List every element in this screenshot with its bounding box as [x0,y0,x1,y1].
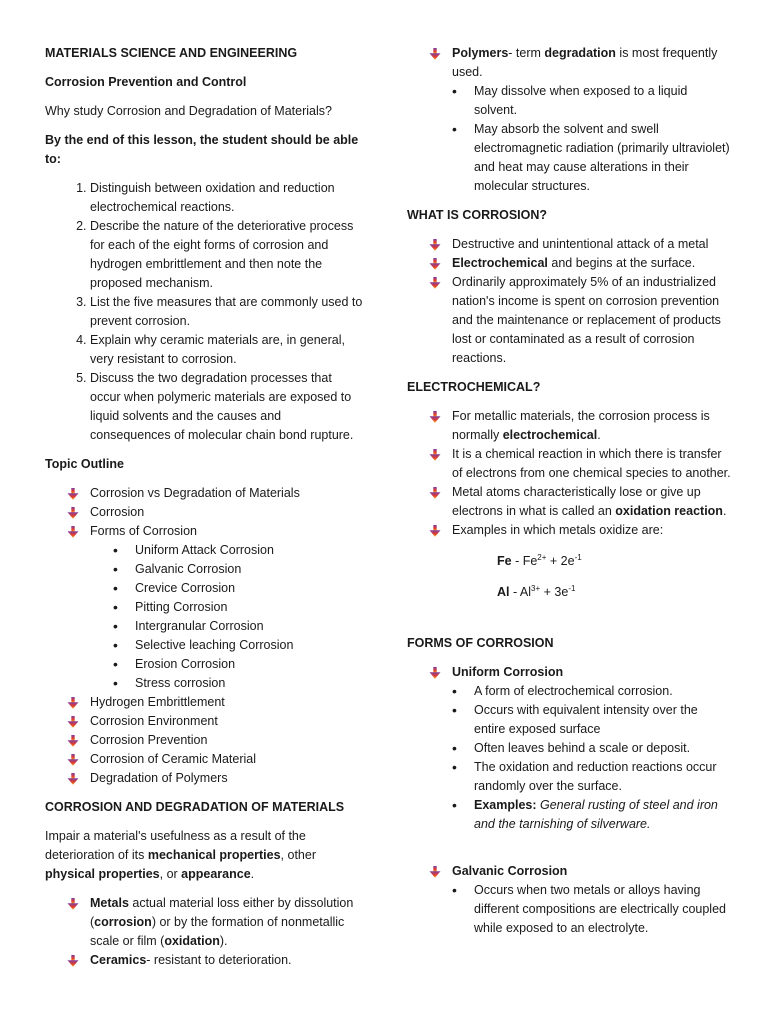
down-arrow-bullet-icon [429,258,441,270]
form-item: • Pitting Corrosion [113,598,365,617]
impair-paragraph: Impair a material's usefulness as a result of the deterioration of its mechanical properties, other physical properties, or appearance. [45,829,316,881]
what-item: Destructive and unintentional attack of a metal [407,235,732,254]
outline-item: Corrosion [45,503,365,522]
what-item: Electrochemical and begins at the surface. [407,254,732,273]
form-item: • Erosion Corrosion [113,655,365,674]
course-title: MATERIALS SCIENCE AND ENGINEERING [45,46,298,60]
down-arrow-bullet-icon [67,754,79,766]
down-arrow-bullet-icon [429,487,441,499]
objective-item: 4. Explain why ceramic materials are, in general, very resistant to corrosion. [90,331,365,369]
lesson-title: Corrosion Prevention and Control [45,75,247,89]
polymer-points [452,82,732,196]
form-item: • Stress corrosion [113,674,365,693]
objectives-list [45,179,365,445]
down-arrow-bullet-icon [429,667,441,679]
forms-list [407,663,732,834]
right-column [407,44,732,938]
polymer-point: • May absorb the solvent and swell electromagnetic radiation (primarily ultraviolet) and heat may cause alterations in their molecular structures. [452,120,732,196]
down-arrow-bullet-icon [429,449,441,461]
forms-heading: FORMS OF CORROSION [407,636,554,651]
outline-heading: Topic Outline [45,457,124,471]
form-item: • Uniform Attack Corrosion [113,541,365,560]
down-arrow-bullet-icon [67,735,79,747]
cd-heading: CORROSION AND DEGRADATION OF MATERIALS [45,800,345,814]
equation-fe: $Fe - Fe^{2+} + 2e^{-1}$ [497,553,582,569]
down-arrow-bullet-icon [67,488,79,500]
down-arrow-bullet-icon [67,526,79,538]
electro-item: For metallic materials, the corrosion process is normally electrochemical. [407,407,732,445]
what-heading: WHAT IS CORROSION? [407,208,548,222]
objective-item: 5. Discuss the two degradation processes that occur when polymeric materials are exposed to liquid solvents and the causes and consequences of molecular chain bond rupture. [90,369,365,445]
form-item: • Intergranular Corrosion [113,617,365,636]
uniform-examples: • Examples: General rusting of steel and iron and the tarnishing of silverware. [452,796,732,834]
equations [497,544,732,606]
uniform-point: • A form of electrochemical corrosion. [452,682,732,701]
left-column [45,44,365,970]
outline-item: Corrosion Prevention [45,731,365,750]
objective-item: 1. Distinguish between oxidation and reduction electrochemical reactions. [90,179,365,217]
form-item: • Selective leaching Corrosion [113,636,365,655]
galvanic-item: Galvanic Corrosion • Occurs when two metals or alloys having different compositions are electrically coupled while exposed to an electrolyte. [407,862,732,938]
down-arrow-bullet-icon [429,411,441,423]
down-arrow-bullet-icon [67,697,79,709]
polymers-item: Polymers- term degradation is most frequently used. • May dissolve when exposed to a liquid solvent. • May absorb the solvent and swell electromagnetic radiation (primarily ultraviolet) and heat may cause alterations in their molecular structures. [407,44,732,196]
objectives-intro: By the end of this lesson, the student should be able to: [45,133,359,166]
polymer-point: • May dissolve when exposed to a liquid solvent. [452,82,732,120]
electro-list [407,407,732,540]
down-arrow-bullet-icon [429,239,441,251]
down-arrow-bullet-icon [67,716,79,728]
form-item: • Crevice Corrosion [113,579,365,598]
outline-item: Forms of Corrosion • Uniform Attack Corrosion • Galvanic Corrosion • Crevice Corrosion • Pitting Corrosion • Intergranular Corrosion • Selective leaching Corrosion • Erosion Corrosion • Stress corrosion [45,522,365,693]
down-arrow-bullet-icon [67,507,79,519]
study-question: Why study Corrosion and Degradation of Materials? [45,104,332,118]
outline-item: Corrosion of Ceramic Material [45,750,365,769]
objective-item: 3. List the five measures that are commonly used to prevent corrosion. [90,293,365,331]
outline-item: Degradation of Polymers [45,769,365,788]
electro-heading: ELECTROCHEMICAL? [407,380,541,394]
down-arrow-bullet-icon [429,525,441,537]
down-arrow-bullet-icon [67,955,79,967]
what-item: Ordinarily approximately 5% of an industrialized nation's income is spent on corrosion prevention and the maintenance or replacement of products lost or contaminated as a result of corrosion reactions. [407,273,732,368]
ceramics-item: Ceramics- resistant to deterioration. [45,951,365,970]
down-arrow-bullet-icon [67,898,79,910]
galvanic-list [407,862,732,938]
electro-item: Metal atoms characteristically lose or give up electrons in what is called an oxidation reaction. [407,483,732,521]
equation-al: $Al - Al^{3+} + 3e^{-1}$ [497,584,576,600]
outline-item: Corrosion Environment [45,712,365,731]
metals-item: Metals actual material loss either by dissolution (corrosion) or by the formation of nonmetallic scale or film (oxidation). [45,894,365,951]
forms-sublist [90,541,365,693]
form-item: • Galvanic Corrosion [113,560,365,579]
galvanic-point: • Occurs when two metals or alloys having different compositions are electrically coupled while exposed to an electrolyte. [452,881,732,938]
uniform-point: • Often leaves behind a scale or deposit. [452,739,732,758]
down-arrow-bullet-icon [67,773,79,785]
down-arrow-bullet-icon [429,866,441,878]
uniform-points [452,682,732,834]
down-arrow-bullet-icon [429,48,441,60]
what-list [407,235,732,368]
uniform-point: • Occurs with equivalent intensity over the entire exposed surface [452,701,732,739]
materials-list [45,894,365,970]
outline-item: Corrosion vs Degradation of Materials [45,484,365,503]
galvanic-points [452,881,732,938]
uniform-item: Uniform Corrosion • A form of electrochemical corrosion. • Occurs with equivalent intensity over the entire exposed surface • Often leaves behind a scale or deposit. • The oxidation and reduction reactions occur randomly over the surface. • Examples: General rusting of steel and iron and the tarnishing of silverware. [407,663,732,834]
outline-item: Hydrogen Embrittlement [45,693,365,712]
electro-item: Examples in which metals oxidize are: [407,521,732,540]
objective-item: 2. Describe the nature of the deteriorative process for each of the eight forms of corrosion and hydrogen embrittlement and then note the proposed mechanism. [90,217,365,293]
polymers-list [407,44,732,196]
topic-outline-list [45,484,365,788]
uniform-point: • The oxidation and reduction reactions occur randomly over the surface. [452,758,732,796]
electro-item: It is a chemical reaction in which there is transfer of electrons from one chemical species to another. [407,445,732,483]
down-arrow-bullet-icon [429,277,441,289]
